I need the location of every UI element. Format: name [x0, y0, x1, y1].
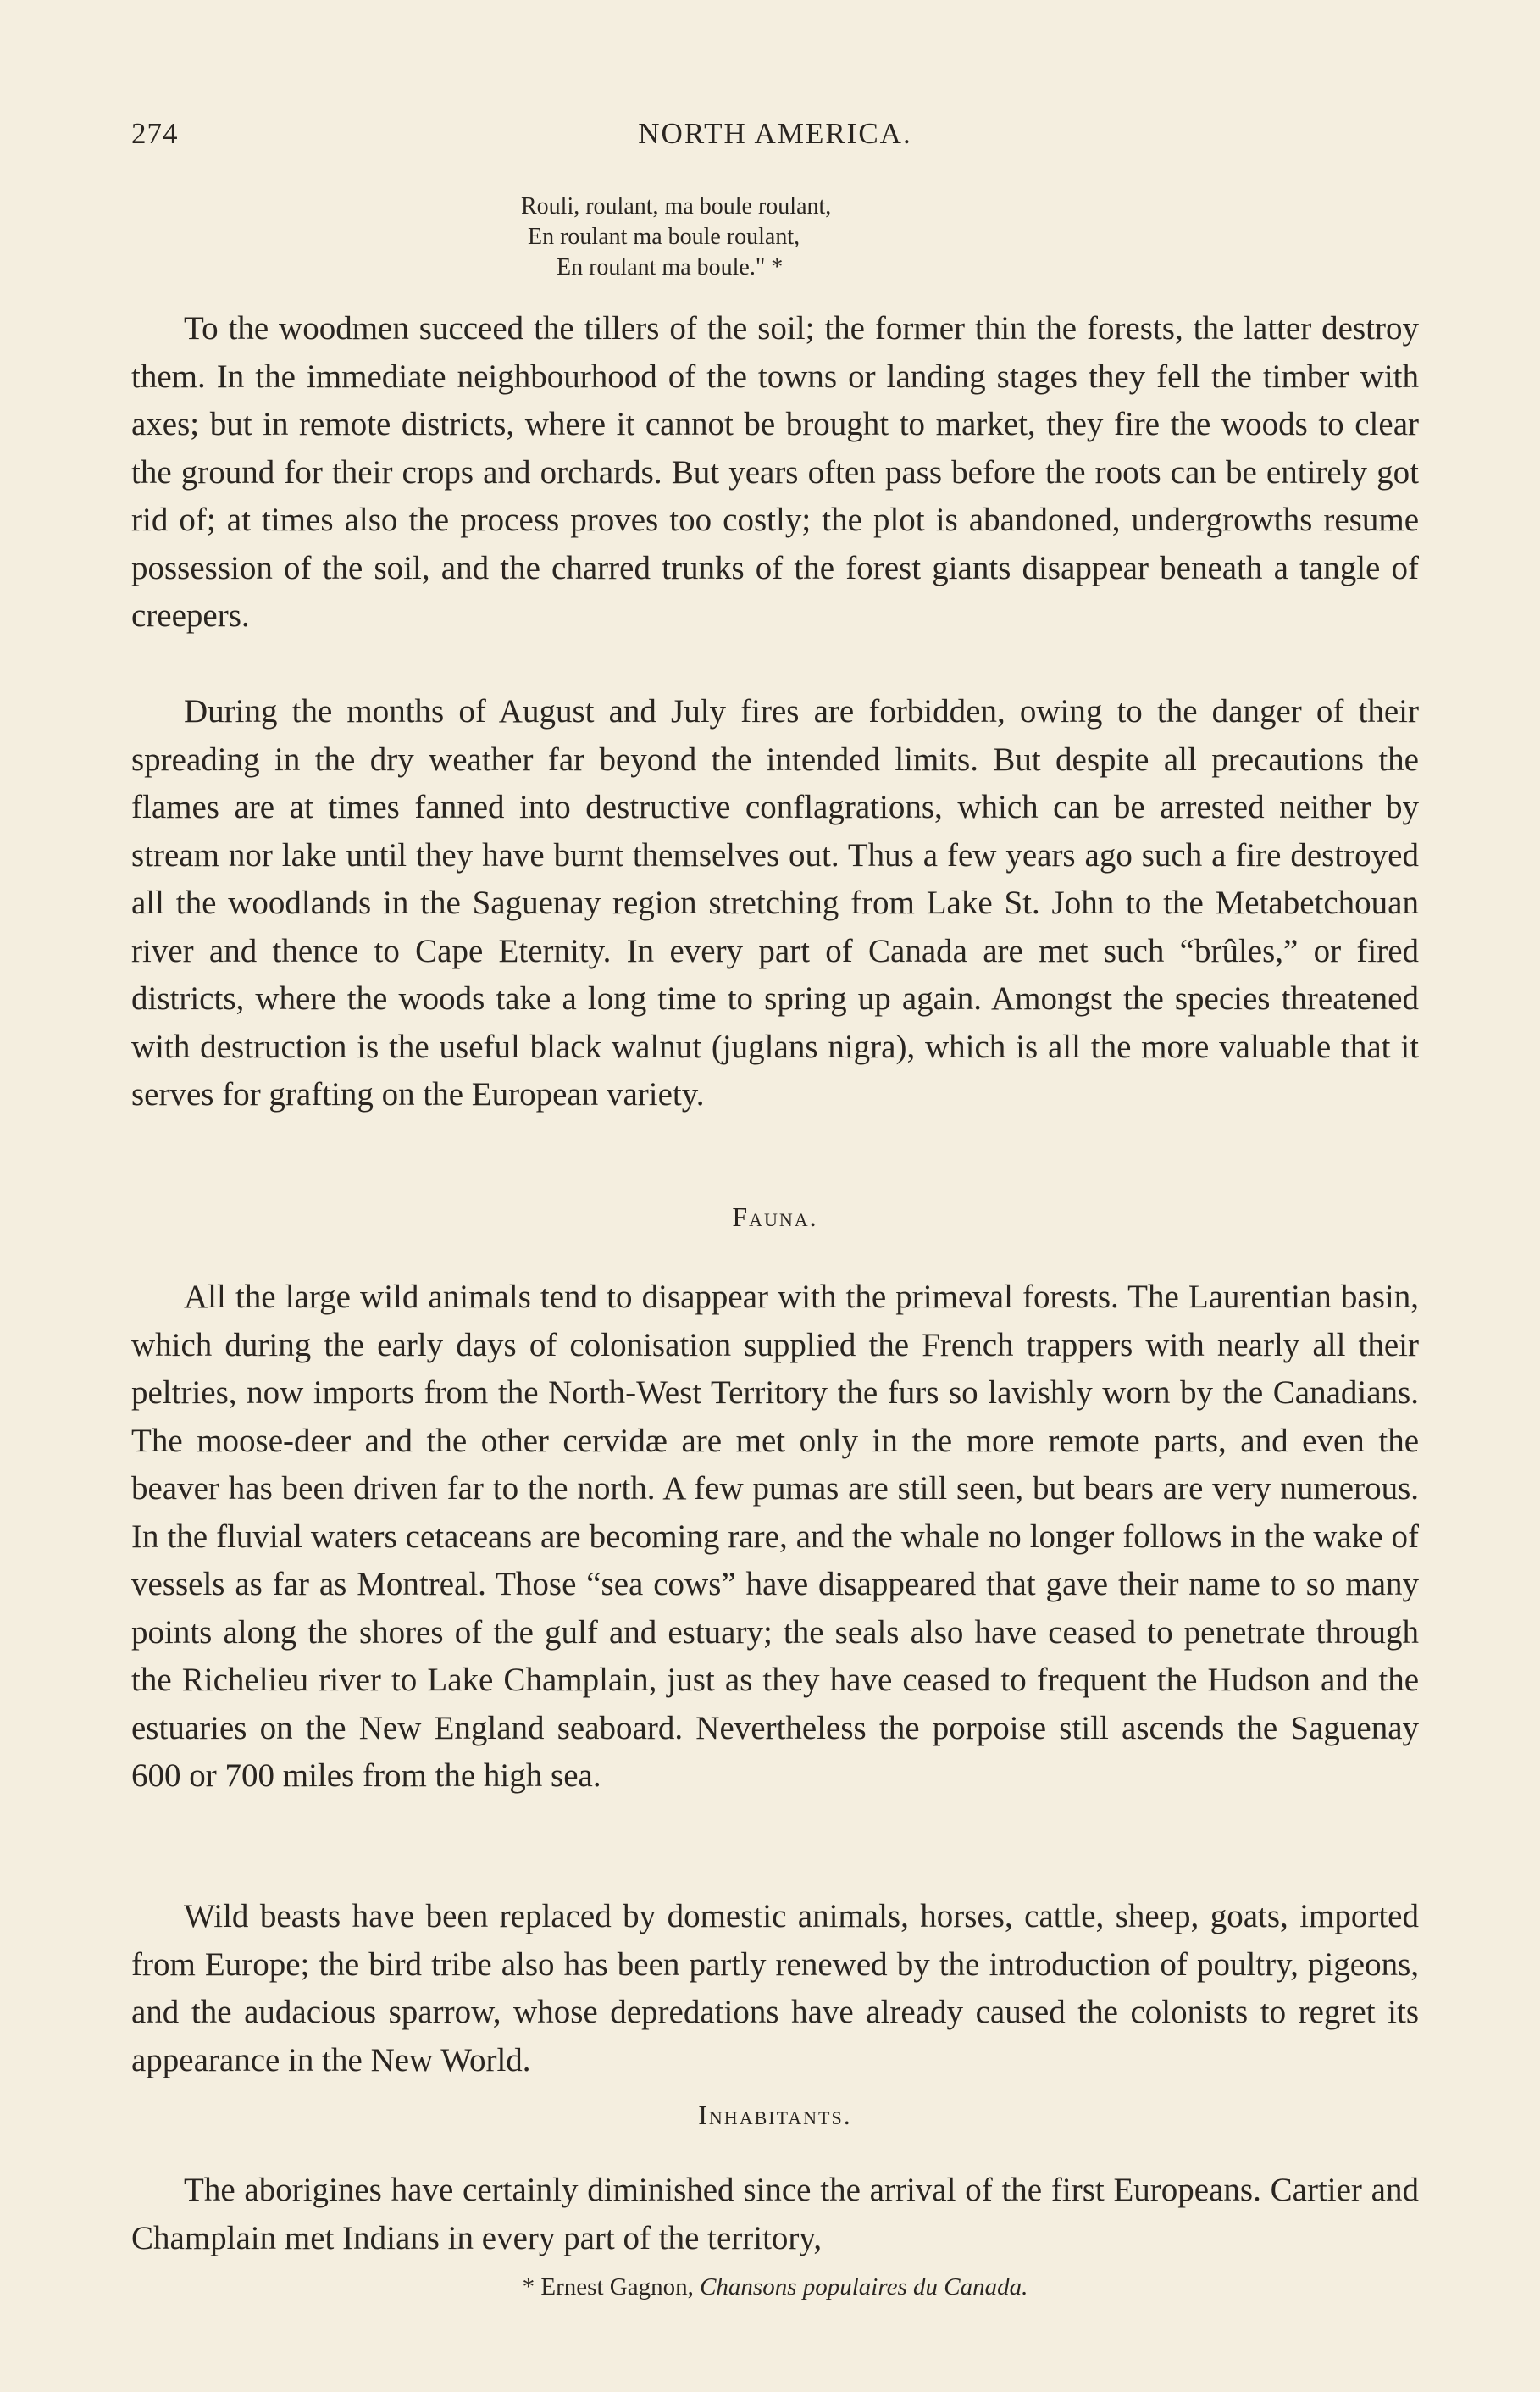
- running-head: [131, 117, 1419, 159]
- paragraph-tillers: To the woodmen succeed the tillers of the soil; the former thin the forests, the latter destroy them. In the immediate neighbourhood of the towns or landing stages they fell the timber with axes; but in remote districts, where it cannot be brought to market, they fire the woods to clear the ground for their crops and orchards. But years often pass before the roots can be entirely got rid of; at times also the process proves too costly; the plot is abandoned, undergrowths resume possession of the soil, and the charred trunks of the forest giants disappear beneath a tangle of creepers.: [131, 310, 1419, 634]
- running-title: NORTH AMERICA.: [638, 117, 912, 150]
- footnote: [131, 2273, 1419, 2301]
- paragraph-aborigines: The aborigines have certainly diminished since the arrival of the first Europeans. Cartier and Champlain met Indians in every part of the territory,: [131, 2172, 1419, 2256]
- section-heading-inhabitants: Inhabitants.: [698, 2100, 852, 2130]
- verse-line: Rouli, roulant, ma boule roulant,: [521, 193, 832, 219]
- section-heading-fauna: Fauna.: [732, 1202, 818, 1232]
- paragraph-domestic-animals: Wild beasts have been replaced by domestic animals, horses, cattle, sheep, goats, imported from Europe; the bird tribe also has been partly renewed by the introduction of poultry, pigeons, and the audacious sparrow, whose depredations have already caused the colonists to regret its appearance in the New World.: [131, 1898, 1419, 2078]
- verse-line: En roulant ma boule roulant,: [528, 224, 800, 250]
- verse-quotation: [521, 191, 831, 283]
- footnote-author: Ernest Gagnon,: [540, 2273, 694, 2300]
- footnote-title: Chansons populaires du Canada.: [700, 2273, 1028, 2300]
- paragraph-fires: During the months of August and July fires are forbidden, owing to the danger of their spreading in the dry weather far beyond the intended limits. But despite all precautions the flames are at times fanned into destructive conflagrations, which can be arrested neither by stream nor lake until they have burnt themselves out. Thus a few years ago such a fire destroyed all the woodlands in the Saguenay region stretching from Lake St. John to the Metabetchouan river and thence to Cape Eternity. In every part of Canada are met such “brûles,” or fired districts, where the woods take a long time to spring up again. Amongst the species threatened with destruction is the useful black walnut (juglans nigra), which is all the more valuable that it serves for grafting on the European variety.: [131, 693, 1419, 1113]
- paragraph-wild-animals: All the large wild animals tend to disappear with the primeval forests. The Laurentian basin, which during the early days of colonisation supplied the French trappers with nearly all their peltries, now imports from the North-West Territory the furs so lavishly worn by the Canadians. The moose-deer and the other cervidæ are met only in the more remote parts, and even the beaver has been driven far to the north. A few pumas are still seen, but bears are very numerous. In the fluvial waters cetaceans are becoming rare, and the whale no longer follows in the wake of vessels as far as Montreal. Those “sea cows” have disappeared that gave their name to so many points along the shores of the gulf and estuary; the seals also have ceased to penetrate through the Richelieu river to Lake Champlain, just as they have ceased to frequent the Hudson and the estuaries on the New England seaboard. Nevertheless the porpoise still ascends the Saguenay 600 or 700 miles from the high sea.: [131, 1279, 1419, 1794]
- page-number: 274: [131, 117, 179, 150]
- verse-line: En roulant ma boule." *: [557, 254, 784, 280]
- footnote-marker: *: [522, 2273, 535, 2300]
